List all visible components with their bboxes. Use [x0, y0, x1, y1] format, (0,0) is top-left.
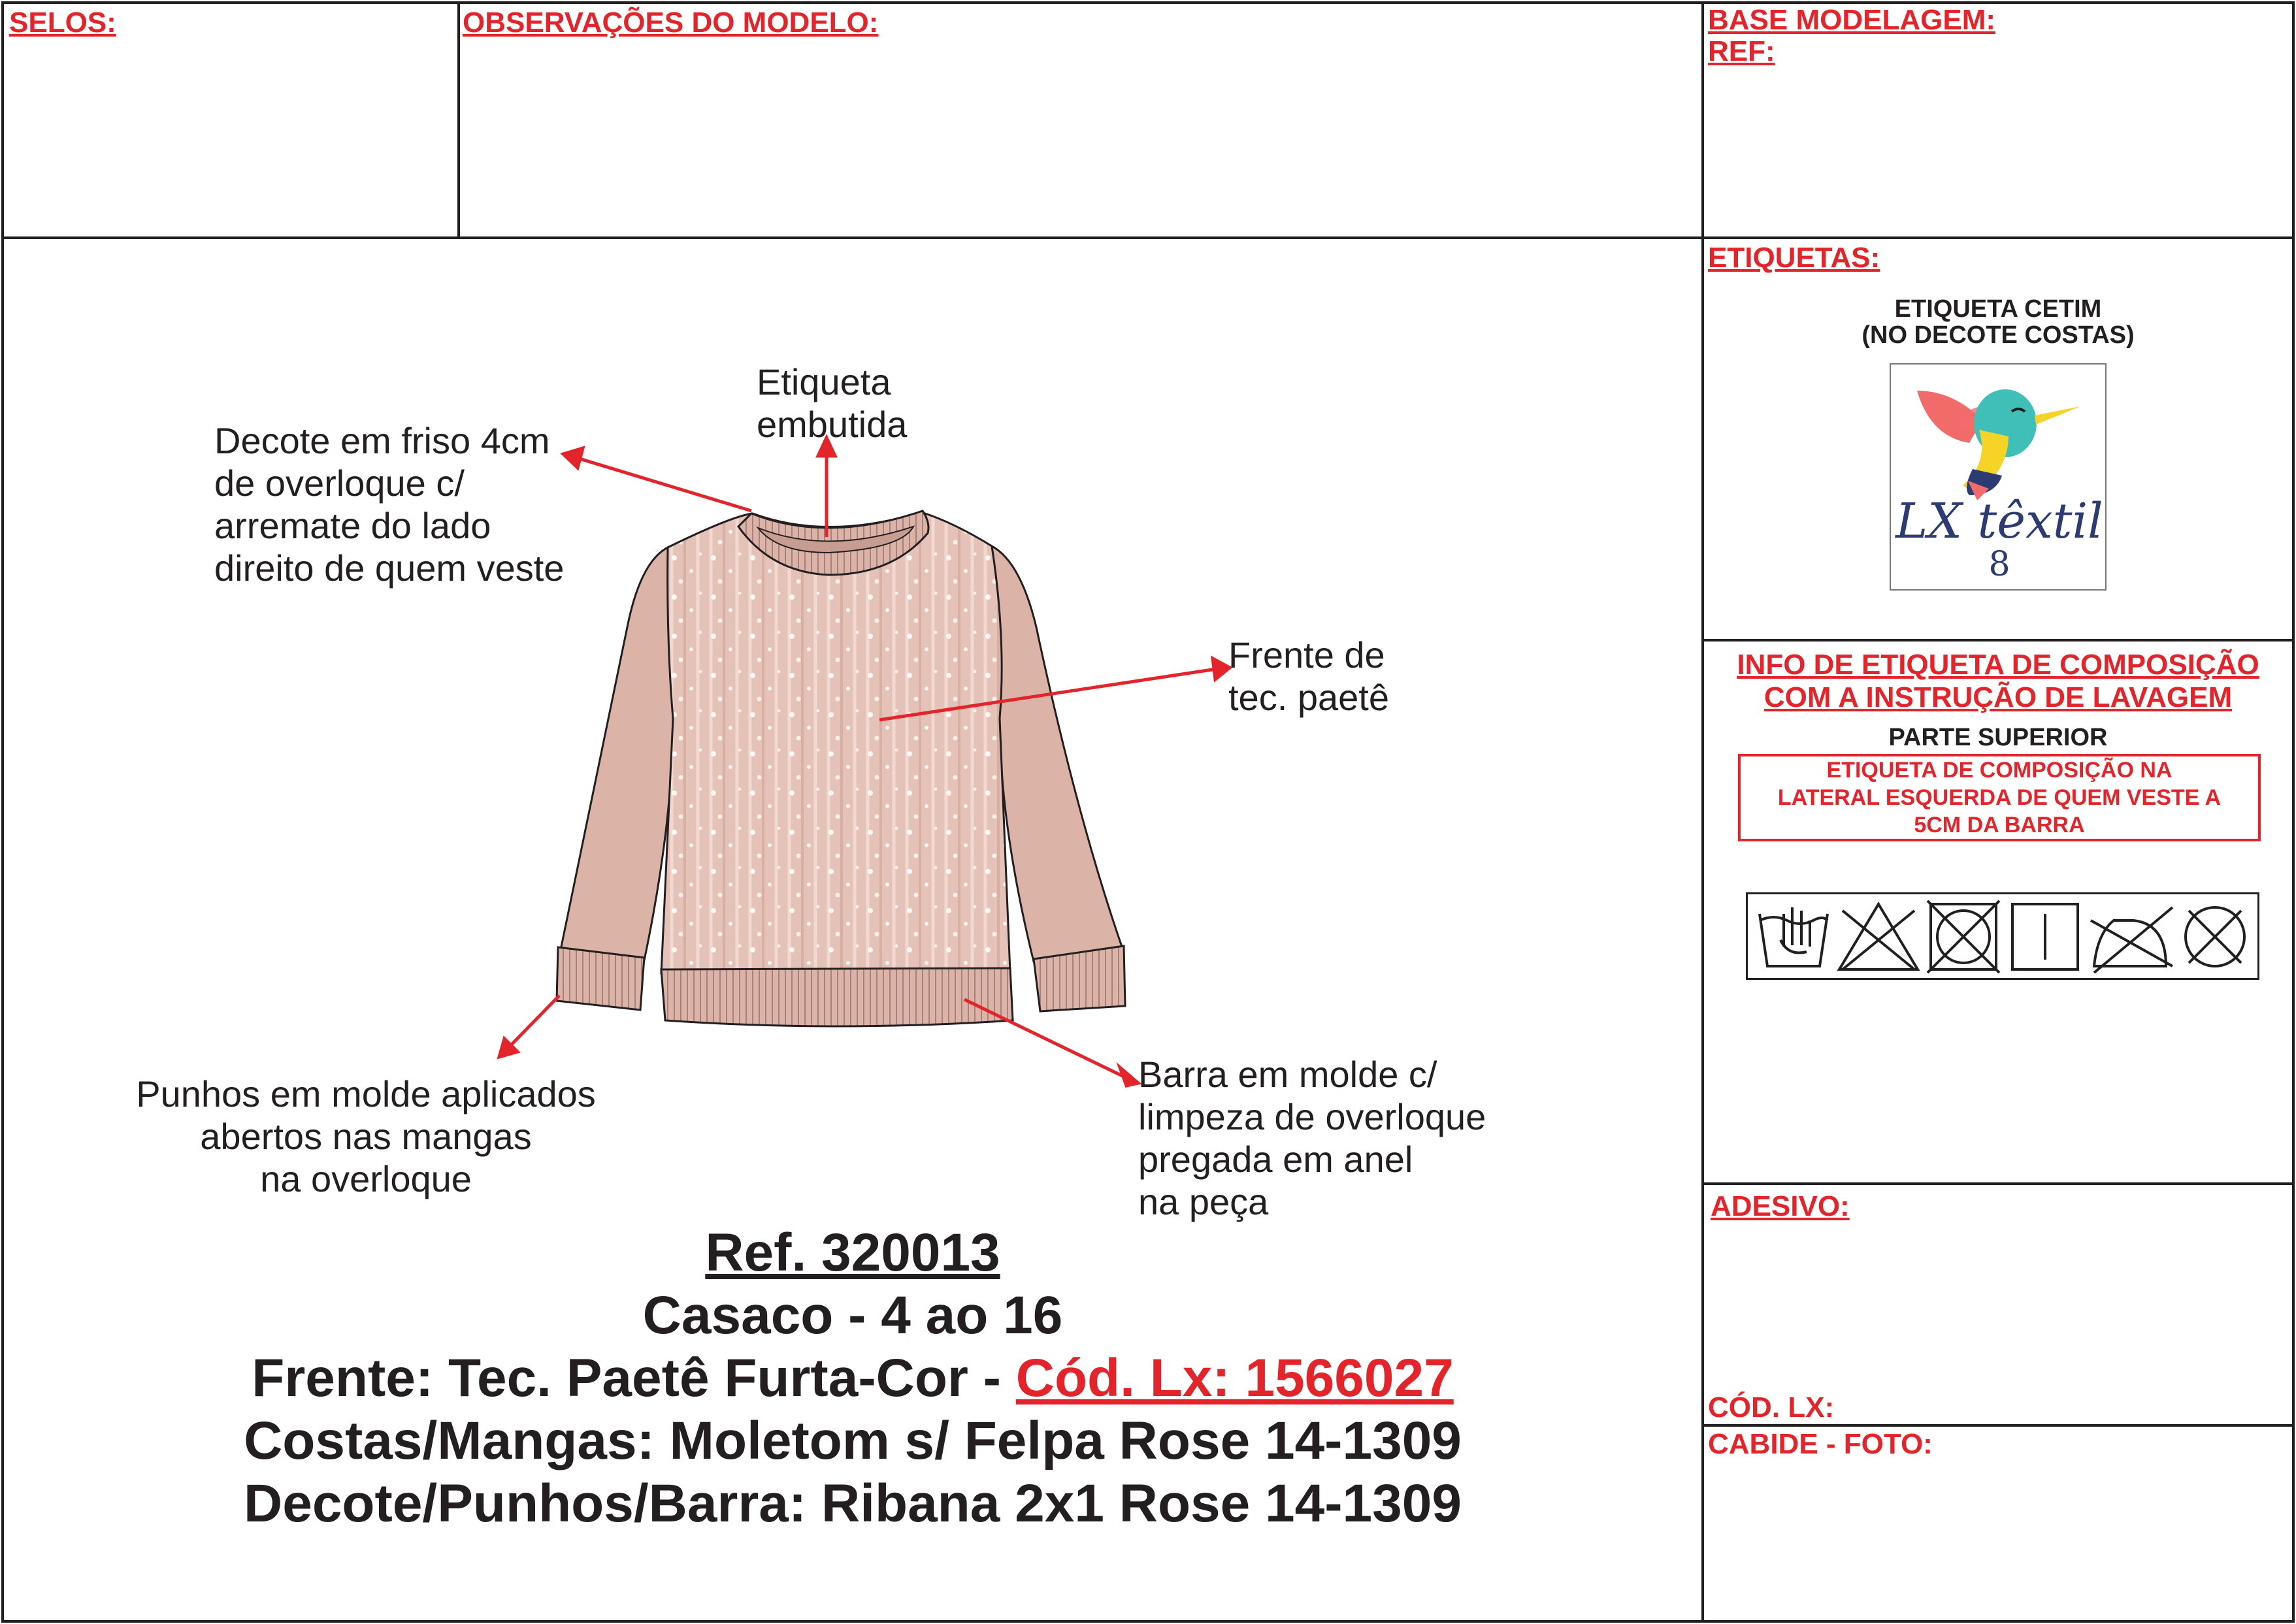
composition-title-line2: COM A INSTRUÇÃO DE LAVAGEM: [1763, 681, 2233, 713]
composition-title-line1: INFO DE ETIQUETA DE COMPOSIÇÃO: [1737, 649, 2259, 681]
care-symbols-strip: [1746, 892, 2259, 980]
composition-note-line2: LATERAL ESQUERDA DE QUEM VESTE A: [1777, 785, 2222, 810]
label-type-line2: (NO DECOTE COSTAS): [1861, 321, 2135, 349]
callout-frente-line2: tec. paetê: [1228, 677, 1389, 718]
callout-decote-line3: arremate do lado: [214, 505, 491, 546]
callout-etiqueta: [757, 361, 907, 446]
callout-barra-line4: na peça: [1138, 1181, 1269, 1222]
callout-decote: [214, 419, 564, 589]
adesivo-label: ADESIVO:: [1711, 1190, 1850, 1222]
line-dry-icon: [2012, 904, 2078, 969]
product-front-fabric: [0, 1347, 1705, 1410]
callout-frente-line1: Frente de: [1228, 634, 1385, 675]
callout-punhos-line2: abertos nas mangas: [200, 1116, 532, 1157]
right-sleeve: [992, 546, 1125, 1011]
callout-frente: [1228, 634, 1389, 719]
callout-decote-line4: direito de quem veste: [214, 547, 565, 589]
no-iron-icon: [2091, 907, 2173, 973]
callout-punhos-line3: na overloque: [260, 1158, 472, 1199]
callout-etiqueta-line1: Etiqueta: [757, 361, 891, 402]
brand-label-tag: [1890, 363, 2107, 591]
callout-barra-line1: Barra em molde c/: [1138, 1054, 1437, 1095]
product-back-fabric: Costas/Mangas: Moletom s/ Felpa Rose 14-1309: [244, 1411, 1462, 1470]
part-label: PARTE SUPERIOR: [1888, 724, 2108, 751]
label-type-line1: ETIQUETA CETIM: [1894, 295, 2102, 323]
callout-barra: [1138, 1053, 1486, 1223]
composition-note-line1: ETIQUETA DE COMPOSIÇÃO NA: [1826, 758, 2173, 783]
base-modelagem-box: [1701, 1, 2295, 239]
front-fabric-code: Cód. Lx: 1566027: [1015, 1348, 1454, 1408]
callout-decote-line2: de overloque c/: [214, 463, 465, 504]
callout-barra-line2: limpeza de overloque: [1138, 1096, 1486, 1137]
observacoes-label: OBSERVAÇÕES DO MODELO:: [463, 7, 879, 39]
callout-decote-line1: Decote em friso 4cm: [214, 420, 550, 461]
callout-etiqueta-line2: embutida: [757, 404, 908, 445]
etiquetas-label: ETIQUETAS:: [1708, 242, 1880, 274]
no-tumble-dry-icon: [1927, 901, 1999, 973]
composition-note-line3: 5CM DA BARRA: [1914, 813, 2085, 837]
product-name: Casaco - 4 ao 16: [642, 1286, 1063, 1345]
callout-punhos-line1: Punhos em molde aplicados: [136, 1073, 596, 1114]
composition-note-box: [1738, 754, 2261, 841]
product-ref: Ref. 320013: [705, 1223, 1000, 1282]
base-modelagem-label: BASE MODELAGEM:: [1708, 4, 1995, 36]
product-trim-fabric: Decote/Punhos/Barra: Ribana 2x1 Rose 14-1309: [244, 1474, 1462, 1533]
front-fabric-text: Frente: Tec. Paetê Furta-Cor -: [252, 1348, 1016, 1408]
ref-label: REF:: [1708, 35, 1775, 67]
hand-wash-icon: [1760, 907, 1828, 966]
cabide-foto-label: CABIDE - FOTO:: [1708, 1428, 1933, 1460]
selos-label: SELOS:: [9, 7, 116, 39]
left-sleeve: [557, 547, 673, 1010]
brand-logo-size: 8: [1988, 545, 2010, 584]
hem-band: [661, 968, 1013, 1026]
brand-logo-text: LX têxtil: [1895, 493, 2103, 549]
sweater-body: [661, 512, 1010, 973]
no-bleach-icon: [1839, 904, 1918, 969]
callout-barra-line3: pregada em anel: [1138, 1139, 1413, 1180]
no-dry-clean-icon: [2186, 907, 2244, 966]
callout-punhos: [105, 1073, 627, 1200]
cod-lx-label: CÓD. LX:: [1708, 1391, 1835, 1423]
